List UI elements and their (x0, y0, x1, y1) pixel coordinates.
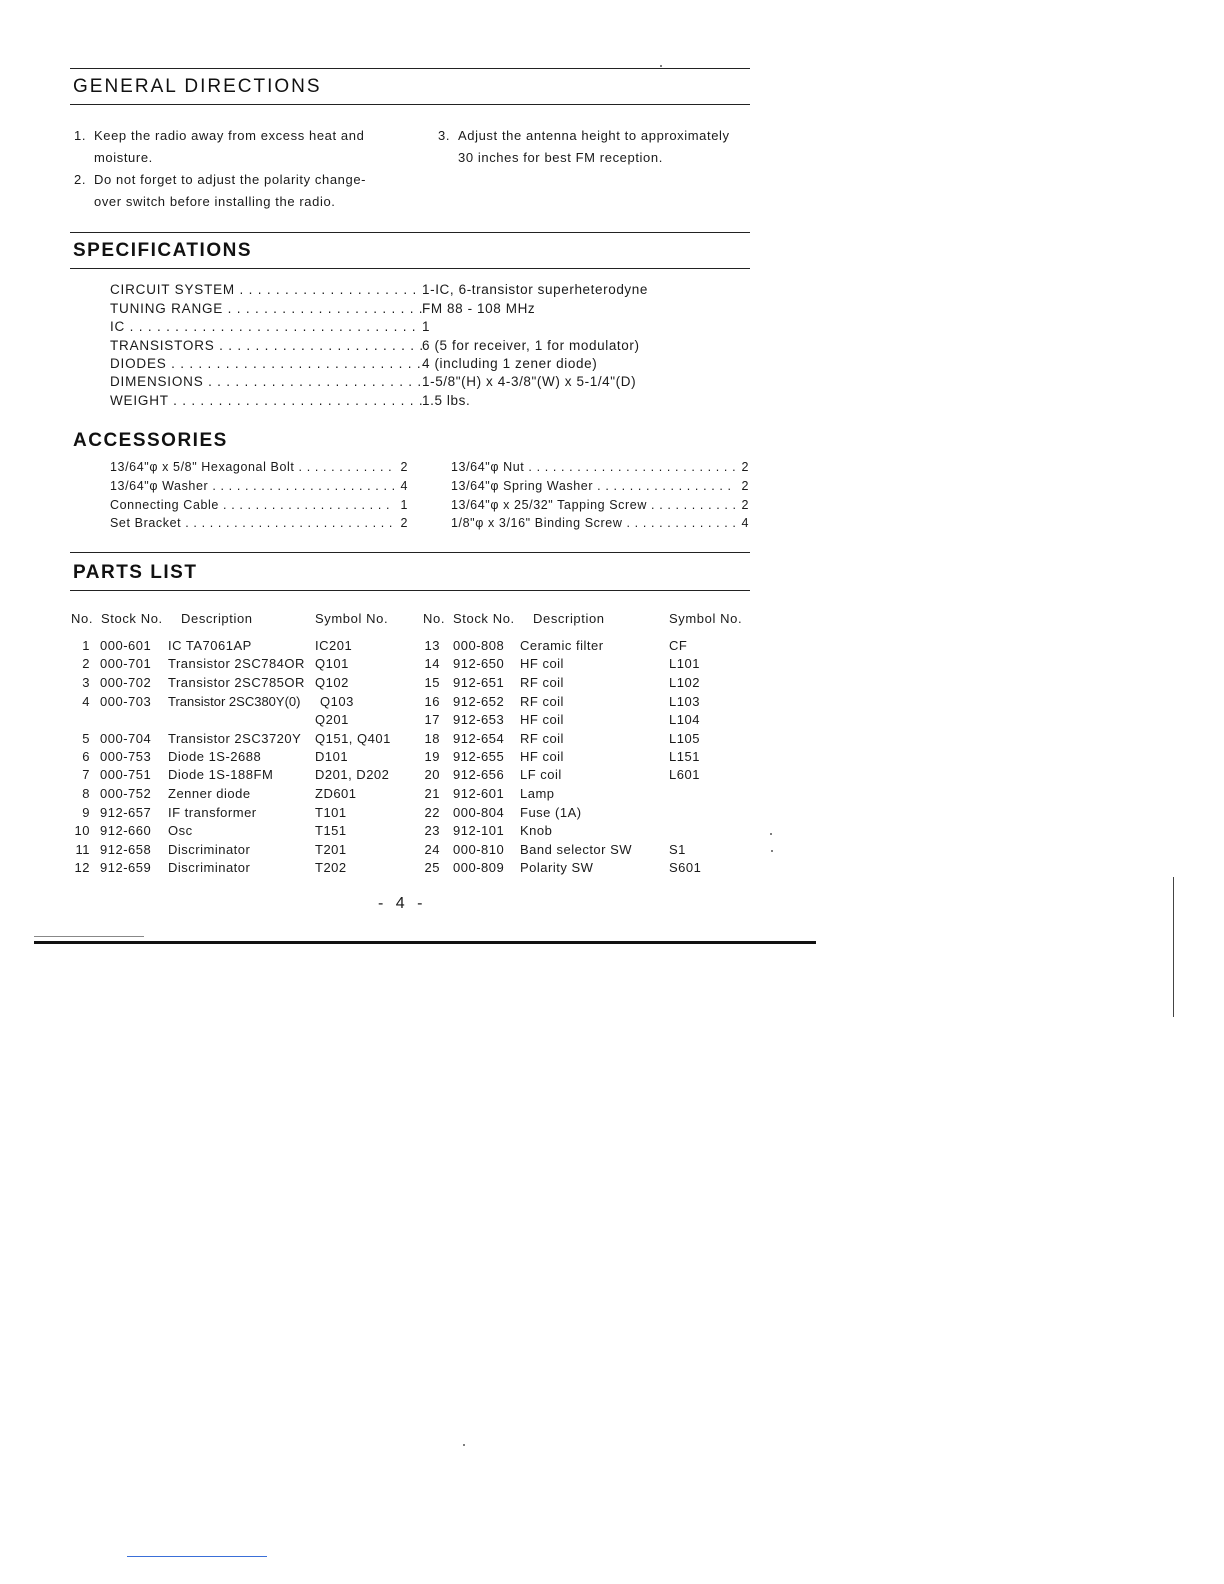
accessory-item (110, 479, 408, 493)
part-symbol: L103 (669, 694, 700, 709)
part-no: 17 (424, 712, 440, 727)
part-symbol: S601 (669, 860, 702, 875)
part-desc: Transistor 2SC785OR (168, 675, 305, 690)
spec-value: 1.5 lbs. (422, 393, 471, 408)
part-no: 19 (424, 749, 440, 764)
spec-value: 1 (422, 319, 431, 334)
part-no: 18 (424, 731, 440, 746)
part-desc: IC TA7061AP (168, 638, 252, 653)
part-stock: 000-601 (100, 638, 152, 653)
bottom-rule (34, 941, 816, 944)
part-desc: Diode 1S-2688 (168, 749, 262, 764)
scan-smudge (34, 936, 144, 937)
accessory-item (451, 516, 749, 530)
general-directions-rule (70, 104, 750, 105)
part-stock: 000-804 (453, 805, 505, 820)
spec-row (110, 393, 720, 408)
part-stock: 912-651 (453, 675, 505, 690)
part-stock: 912-101 (453, 823, 505, 838)
direction-item-2-line1: Do not forget to adjust the polarity change- (94, 172, 367, 187)
part-no: 22 (424, 805, 440, 820)
spec-value: 1-IC, 6-transistor superheterodyne (422, 282, 648, 297)
part-desc: Transistor 2SC380Y(0) (168, 694, 301, 709)
part-desc: Knob (520, 823, 553, 838)
part-symbol: T202 (315, 860, 347, 875)
part-symbol: T151 (315, 823, 347, 838)
part-desc: RF coil (520, 675, 564, 690)
part-no: 6 (82, 749, 90, 764)
accessory-label: 13/64"φ x 5/8" Hexagonal Bolt . . . (110, 460, 394, 474)
direction-item-1-line2: moisture. (94, 150, 153, 165)
part-symbol: T201 (315, 842, 347, 857)
part-stock: 912-652 (453, 694, 505, 709)
direction-item-3-num: 3. (438, 128, 451, 143)
part-desc: LF coil (520, 767, 562, 782)
part-no: 25 (424, 860, 440, 875)
part-no: 1 (82, 638, 90, 653)
part-desc: Band selector SW (520, 842, 633, 857)
page-number: - 4 - (378, 895, 427, 912)
part-symbol: L601 (669, 767, 700, 782)
scan-speck (463, 1444, 465, 1446)
part-no: 5 (82, 731, 90, 746)
part-symbol: ZD601 (315, 786, 357, 801)
specifications-top-rule (70, 232, 750, 233)
part-no: 13 (424, 638, 440, 653)
part-desc: Discriminator (168, 860, 251, 875)
spec-label: IC . . . (110, 319, 422, 334)
part-desc: Lamp (520, 786, 555, 801)
accessory-label: 13/64"φ Spring Washer . . . (451, 479, 735, 493)
part-desc: HF coil (520, 749, 564, 764)
accessory-item (451, 460, 749, 474)
top-rule (70, 68, 750, 69)
spec-row (110, 282, 720, 297)
part-desc: HF coil (520, 656, 564, 671)
parts-list-title: PARTS LIST (73, 562, 198, 583)
part-no: 12 (74, 860, 90, 875)
part-no: 7 (82, 767, 90, 782)
specifications-title: SPECIFICATIONS (73, 240, 252, 261)
part-no: 10 (74, 823, 90, 838)
spec-row (110, 356, 720, 371)
part-stock: 912-660 (100, 823, 152, 838)
spec-value: 1-5/8"(H) x 4-3/8"(W) x 5-1/4"(D) (422, 374, 637, 389)
part-stock: 912-659 (100, 860, 152, 875)
accessory-label: 13/64"φ x 25/32" Tapping Screw . . . (451, 498, 735, 512)
accessory-label: Connecting Cable . . . (110, 498, 394, 512)
specifications-rule (70, 268, 750, 269)
accessory-label: 13/64"φ Washer . . . (110, 479, 394, 493)
scan-edge-line (1173, 877, 1174, 1017)
part-stock: 912-650 (453, 656, 505, 671)
part-desc: IF transformer (168, 805, 257, 820)
direction-item-1-num: 1. (74, 128, 87, 143)
part-desc: Zenner diode (168, 786, 251, 801)
part-stock: 000-810 (453, 842, 505, 857)
part-desc: Diode 1S-188FM (168, 767, 274, 782)
part-no: 16 (424, 694, 440, 709)
part-symbol: L101 (669, 656, 700, 671)
part-stock: 000-703 (100, 694, 152, 709)
direction-item-3-line2: 30 inches for best FM reception. (458, 150, 663, 165)
spec-value: 4 (including 1 zener diode) (422, 356, 598, 371)
part-desc: Polarity SW (520, 860, 594, 875)
spec-label: CIRCUIT SYSTEM . . . (110, 282, 422, 297)
direction-item-1-line1: Keep the radio away from excess heat and (94, 128, 365, 143)
part-stock: 000-752 (100, 786, 152, 801)
spec-label: TUNING RANGE . . . (110, 301, 422, 316)
part-stock: 000-808 (453, 638, 505, 653)
spec-value: 6 (5 for receiver, 1 for modulator) (422, 338, 640, 353)
parts-top-rule (70, 552, 750, 553)
col-header-symbol: Symbol No. (315, 611, 389, 626)
accessory-label: Set Bracket . . . (110, 516, 394, 530)
direction-item-3-line1: Adjust the antenna height to approximately (458, 128, 730, 143)
direction-item-2-num: 2. (74, 172, 87, 187)
col-header-symbol: Symbol No. (669, 611, 743, 626)
part-symbol: CF (669, 638, 688, 653)
part-stock: 000-701 (100, 656, 152, 671)
spec-label: WEIGHT . . . (110, 393, 422, 408)
part-stock: 000-702 (100, 675, 152, 690)
part-symbol: Q103 (320, 694, 354, 709)
spec-row (110, 319, 720, 334)
col-header-stock: Stock No. (453, 611, 515, 626)
part-desc: Fuse (1A) (520, 805, 582, 820)
part-symbol: D101 (315, 749, 349, 764)
part-symbol: IC201 (315, 638, 353, 653)
accessory-item (110, 498, 408, 512)
accessory-qty: 2 (741, 498, 749, 512)
part-stock: 912-601 (453, 786, 505, 801)
spec-value: FM 88 - 108 MHz (422, 301, 536, 316)
accessory-qty: 4 (400, 479, 408, 493)
col-header-desc: Description (181, 611, 253, 626)
accessory-item (110, 516, 408, 530)
accessory-qty: 2 (741, 479, 749, 493)
scan-speck (771, 850, 773, 852)
col-header-stock: Stock No. (101, 611, 163, 626)
part-no: 24 (424, 842, 440, 857)
part-desc: RF coil (520, 731, 564, 746)
scan-speck (770, 833, 772, 835)
accessory-qty: 2 (741, 460, 749, 474)
accessory-item (110, 460, 408, 474)
part-stock: 000-753 (100, 749, 152, 764)
part-symbol: Q151, Q401 (315, 731, 391, 746)
spec-label: TRANSISTORS . . . (110, 338, 422, 353)
part-stock: 912-653 (453, 712, 505, 727)
direction-item-3 (438, 125, 768, 169)
scan-blue-line (127, 1556, 267, 1557)
part-desc: Ceramic filter (520, 638, 604, 653)
part-no: 21 (424, 786, 440, 801)
accessory-qty: 2 (400, 460, 408, 474)
spec-row (110, 374, 720, 389)
part-no: 23 (424, 823, 440, 838)
part-symbol: Q101 (315, 656, 349, 671)
part-symbol: L105 (669, 731, 700, 746)
part-no: 14 (424, 656, 440, 671)
accessory-label: 1/8"φ x 3/16" Binding Screw . . . (451, 516, 735, 530)
part-symbol: D201, D202 (315, 767, 390, 782)
parts-list-rule (70, 590, 750, 591)
part-stock: 912-655 (453, 749, 505, 764)
part-no: 20 (424, 767, 440, 782)
accessory-item (451, 498, 749, 512)
part-symbol: L104 (669, 712, 700, 727)
part-no: 11 (75, 842, 90, 857)
part-symbol: S1 (669, 842, 686, 857)
col-header-no: No. (71, 611, 94, 626)
part-desc: Transistor 2SC784OR (168, 656, 305, 671)
part-stock: 912-658 (100, 842, 152, 857)
part-symbol: Q201 (315, 712, 349, 727)
accessory-label: 13/64"φ Nut . . . (451, 460, 735, 474)
part-symbol: Q102 (315, 675, 349, 690)
accessory-qty: 4 (741, 516, 749, 530)
part-no: 8 (82, 786, 90, 801)
accessory-qty: 2 (400, 516, 408, 530)
direction-item-1 (74, 125, 404, 169)
col-header-no: No. (423, 611, 446, 626)
part-desc: Discriminator (168, 842, 251, 857)
part-no: 3 (82, 675, 90, 690)
part-desc: Osc (168, 823, 193, 838)
part-desc: HF coil (520, 712, 564, 727)
spec-label: DIODES . . . (110, 356, 422, 371)
spec-row (110, 301, 720, 316)
part-stock: 000-809 (453, 860, 505, 875)
part-stock: 000-704 (100, 731, 152, 746)
part-stock: 000-751 (100, 767, 152, 782)
part-stock: 912-654 (453, 731, 505, 746)
part-desc: Transistor 2SC3720Y (168, 731, 302, 746)
part-symbol: L102 (669, 675, 700, 690)
general-directions-title: GENERAL DIRECTIONS (73, 76, 322, 97)
accessory-item (451, 479, 749, 493)
col-header-desc: Description (533, 611, 605, 626)
accessories-title: ACCESSORIES (73, 430, 228, 451)
part-stock: 912-656 (453, 767, 505, 782)
part-no: 9 (82, 805, 90, 820)
part-no: 2 (82, 656, 90, 671)
part-symbol: T101 (315, 805, 347, 820)
scan-speck (660, 65, 662, 67)
direction-item-2 (74, 169, 404, 213)
part-desc: RF coil (520, 694, 564, 709)
part-symbol: L151 (669, 749, 700, 764)
accessory-qty: 1 (400, 498, 408, 512)
part-stock: 912-657 (100, 805, 152, 820)
spec-row (110, 338, 720, 353)
direction-item-2-line2: over switch before installing the radio. (94, 194, 336, 209)
part-no: 4 (82, 694, 90, 709)
spec-label: DIMENSIONS . . . (110, 374, 422, 389)
part-no: 15 (424, 675, 440, 690)
